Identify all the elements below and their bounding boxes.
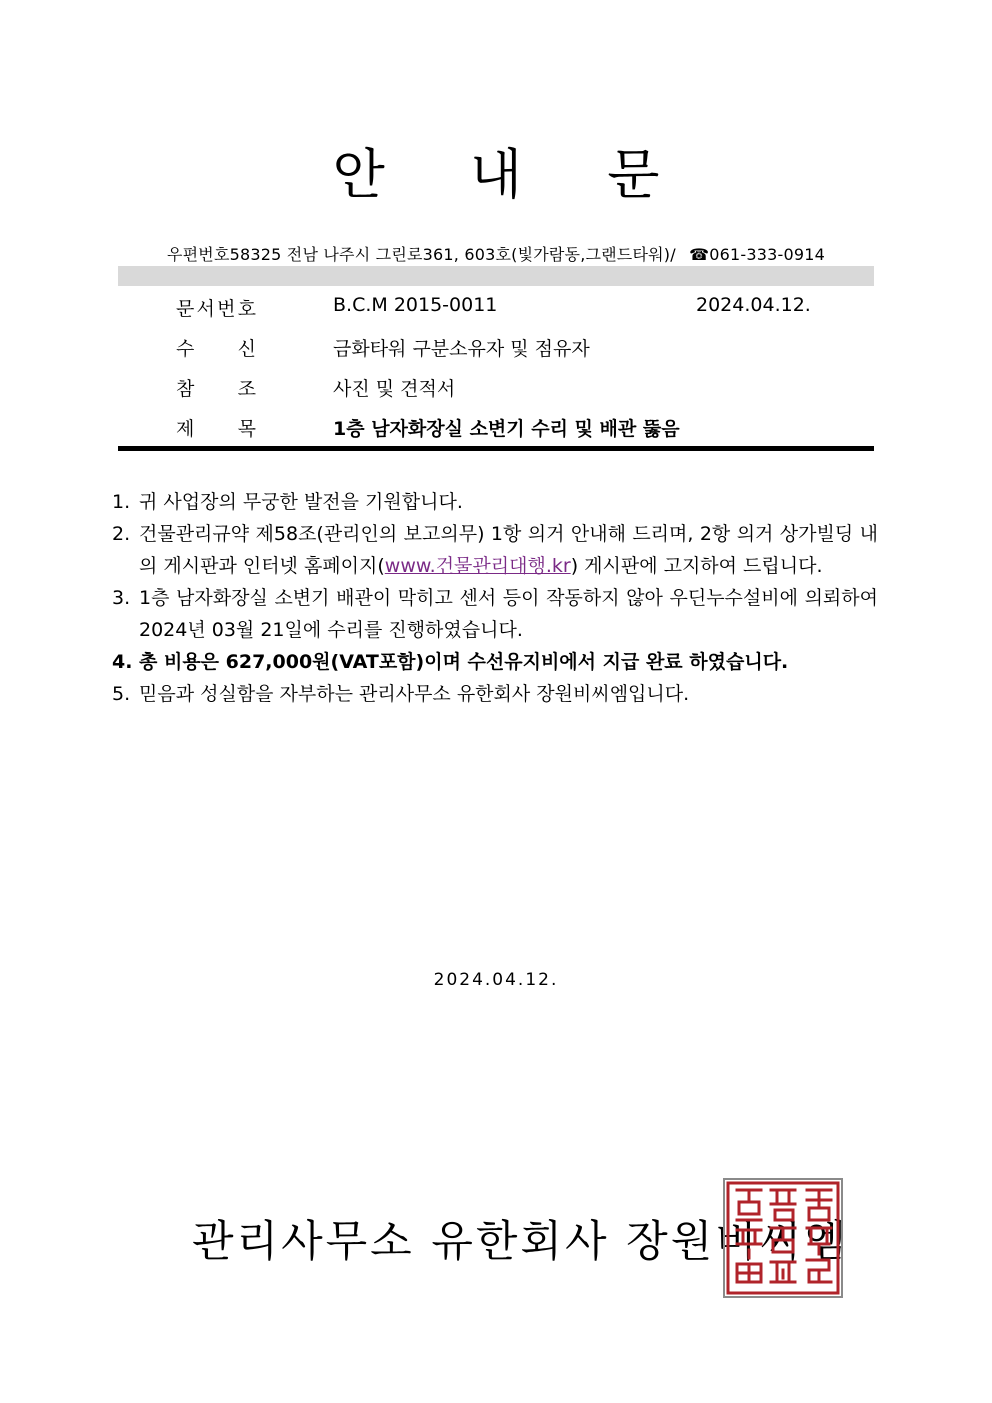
document-title: 안 내 문 [332, 143, 694, 206]
subject-value: 1층 남자화장실 소변기 수리 및 배관 뚫음 [333, 418, 680, 440]
subject-label: 제 목 [176, 418, 256, 440]
list-item: 3. 1층 남자화장실 소변기 배관이 막히고 센서 등이 작동하지 않아 우딘누수설비에 의뢰하여 2024년 03월 21일에 수리를 진행하였습니다. [112, 587, 878, 641]
phone-number: ☎061-333-0914 [689, 245, 825, 264]
list-item: 4. 총 비용은 627,000원(VAT포함)이며 수선유지비에서 지급 완료 하였습니다. [112, 651, 789, 673]
company-name: 관리사무소 유한회사 장원비씨엠 [192, 1217, 849, 1267]
issue-date: 2024.04.12. [433, 970, 559, 990]
address-line [0, 242, 992, 265]
recipient-value: 금화타워 구분소유자 및 점유자 [333, 338, 590, 360]
list-item: 1. 귀 사업장의 무궁한 발전을 기원합니다. [112, 491, 463, 513]
doc-date: 2024.04.12. [696, 294, 811, 316]
doc-no-value: B.C.M 2015-0011 [333, 294, 498, 316]
homepage-link[interactable]: www.건물관리대행.kr [384, 555, 571, 577]
list-item: 2. 건물관리규약 제58조(관리인의 보고의무) 1항 의거 안내해 드리며, 2항 의거 상가빌딩 내의 게시판과 인터넷 홈페이지(www.건물관리대행.kr) 게시판에 고지하여 드립니다. [112, 523, 878, 577]
company-seal-icon [723, 1178, 843, 1298]
reference-label: 참 조 [176, 378, 256, 400]
reference-value: 사진 및 견적서 [333, 378, 456, 400]
list-item: 5. 믿음과 성실함을 자부하는 관리사무소 유한회사 장원비씨엠입니다. [112, 683, 690, 705]
header-rule [118, 446, 874, 451]
address-text: 우편번호58325 전남 나주시 그린로361, 603호(빛가람동,그랜드타워)/ [167, 245, 676, 264]
meta-row-subject [118, 414, 874, 444]
doc-no-label: 문 서 번 호 [176, 298, 256, 320]
meta-row-reference [118, 374, 874, 404]
meta-row-doc-no [118, 294, 874, 324]
meta-row-recipient [118, 334, 874, 364]
notice-items [112, 486, 878, 710]
recipient-label: 수 신 [176, 338, 256, 360]
header-divider-band [118, 266, 874, 286]
